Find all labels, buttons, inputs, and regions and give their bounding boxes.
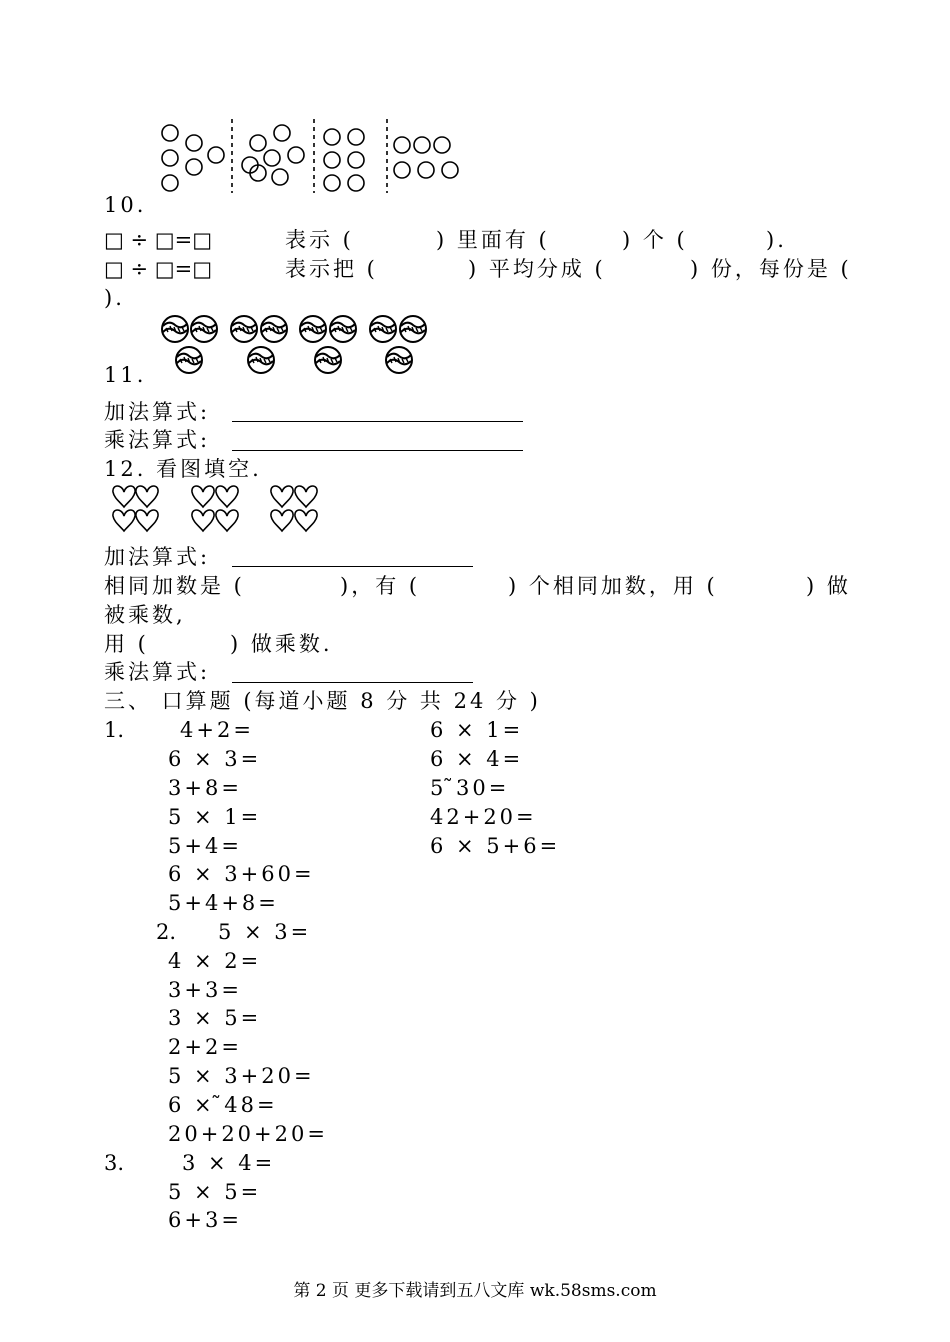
- p1-left-1: 6 × 3=: [168, 747, 262, 771]
- heart: [113, 510, 135, 531]
- circle: [250, 135, 266, 151]
- heart: [295, 486, 317, 507]
- p3-number: 3.: [104, 1151, 125, 1175]
- p3-item-0: 3 × 4=: [182, 1151, 276, 1175]
- ball: [315, 347, 341, 373]
- p2-item-4: 2+2=: [168, 1035, 242, 1059]
- ball: [330, 316, 356, 342]
- circle: [162, 125, 178, 141]
- q12-title: 12. 看图填空.: [104, 457, 262, 481]
- ball: [400, 316, 426, 342]
- ball: [248, 347, 274, 373]
- q10-line2-a: 表示把 (: [285, 257, 378, 281]
- q12-line3-a: 用 (: [104, 632, 149, 656]
- q10-number: 10.: [104, 193, 147, 217]
- p1-left-2: 3+8=: [168, 776, 242, 800]
- ball: [300, 316, 326, 342]
- circle: [324, 129, 340, 145]
- p1-left-3: 5 × 1=: [168, 805, 262, 829]
- ball: [386, 347, 412, 373]
- heart: [136, 486, 158, 507]
- heart: [216, 510, 238, 531]
- circle: [324, 152, 340, 168]
- circle: [394, 137, 410, 153]
- heart: [113, 486, 135, 507]
- ball: [231, 316, 257, 342]
- circle: [348, 152, 364, 168]
- q11-mul-label: 乘法算式:: [104, 428, 211, 452]
- ball: [176, 347, 202, 373]
- heart: [192, 486, 214, 507]
- p1-right-4: 6 × 5+6=: [430, 834, 561, 858]
- p2-item-7: 20+20+20=: [168, 1122, 328, 1146]
- circle: [442, 162, 458, 178]
- circle: [434, 137, 450, 153]
- p2-item-2: 3+3=: [168, 978, 242, 1002]
- q11-ball-groups: [155, 312, 445, 382]
- p1-left-4: 5+4=: [168, 834, 242, 858]
- p2-number: 2.: [156, 920, 177, 944]
- p3-item-2: 6+3=: [168, 1208, 242, 1232]
- circle: [418, 162, 434, 178]
- q10-line1-c: ) 个 (: [622, 228, 688, 252]
- circle: [348, 129, 364, 145]
- p2-item-1: 4 × 2=: [168, 949, 262, 973]
- q12-add-answer-line[interactable]: [232, 566, 473, 567]
- q10-line2-c: ) 份，每份是 (: [690, 257, 852, 281]
- heart: [192, 510, 214, 531]
- q10-circle-groups: [150, 115, 470, 195]
- p2-item-0: 5 × 3=: [218, 920, 312, 944]
- q11-add-label: 加法算式:: [104, 400, 211, 424]
- q10-line2-formula: □ ÷ □=□: [104, 257, 213, 281]
- p2-item-6: 6 × ̃48=: [168, 1093, 278, 1117]
- p1-left-6: 5+4+8=: [168, 891, 279, 915]
- ball: [191, 316, 217, 342]
- q11-add-answer-line[interactable]: [232, 421, 523, 422]
- section3-title: 三、 口算题 (每道小题 8 分 共 24 分 ): [104, 689, 541, 713]
- circle: [324, 175, 340, 191]
- circle: [186, 135, 202, 151]
- p1-left-0: 4+2=: [180, 718, 254, 742]
- q10-line1-formula: □ ÷ □=□: [104, 228, 213, 252]
- q12-sentence-a: 相同加数是 (: [104, 574, 245, 598]
- heart: [271, 486, 293, 507]
- p1-right-1: 6 × 4=: [430, 747, 524, 771]
- circle: [348, 175, 364, 191]
- p3-item-1: 5 × 5=: [168, 1180, 262, 1204]
- q12-line3-b: ) 做乘数.: [230, 632, 333, 656]
- q12-heart-groups: [110, 484, 330, 534]
- circle: [186, 159, 202, 175]
- heart: [136, 510, 158, 531]
- page-footer: 第 2 页 更多下载请到五八文库 wk.58sms.com: [293, 1281, 657, 1301]
- p1-right-2: 5 ̃30=: [430, 776, 510, 800]
- circle: [414, 137, 430, 153]
- q10-line2-b: ) 平均分成 (: [468, 257, 606, 281]
- circle: [394, 162, 410, 178]
- q12-mul-label: 乘法算式:: [104, 660, 211, 684]
- q12-sentence-d: ) 做: [806, 574, 851, 598]
- heart: [216, 486, 238, 507]
- circle: [162, 175, 178, 191]
- q12-mul-answer-line[interactable]: [232, 682, 473, 683]
- circle: [274, 125, 290, 141]
- q10-line1-b: ) 里面有 (: [436, 228, 550, 252]
- q11-mul-answer-line[interactable]: [232, 450, 523, 451]
- p1-number: 1.: [104, 718, 125, 742]
- q12-add-label: 加法算式:: [104, 545, 211, 569]
- ball: [162, 316, 188, 342]
- heart: [271, 510, 293, 531]
- heart: [295, 510, 317, 531]
- p1-left-5: 6 × 3+60=: [168, 862, 315, 886]
- ball: [261, 316, 287, 342]
- p2-item-5: 5 × 3+20=: [168, 1064, 315, 1088]
- p2-item-3: 3 × 5=: [168, 1006, 262, 1030]
- q10-line1-d: ).: [766, 228, 787, 252]
- q10-line2-d: ).: [104, 286, 125, 310]
- q12-sentence-b: )，有 (: [340, 574, 421, 598]
- q11-number: 11.: [104, 363, 147, 387]
- q10-line1-a: 表示 (: [285, 228, 354, 252]
- p1-right-3: 42+20=: [430, 805, 537, 829]
- q12-sentence-c: ) 个相同加数，用 (: [508, 574, 718, 598]
- q12-line2: 被乘数,: [104, 603, 186, 627]
- circle: [162, 150, 178, 166]
- circle: [208, 147, 224, 163]
- circle: [272, 169, 288, 185]
- circle: [288, 147, 304, 163]
- circle: [264, 150, 280, 166]
- p1-right-0: 6 × 1=: [430, 718, 524, 742]
- ball: [370, 316, 396, 342]
